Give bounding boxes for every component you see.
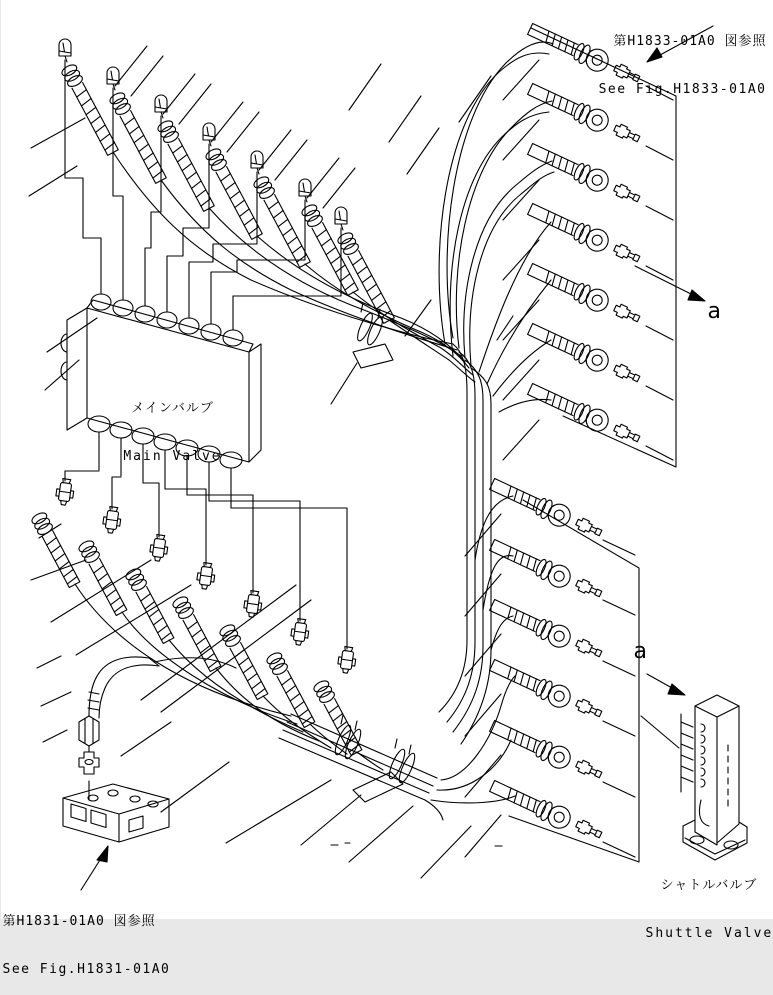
section-arrow-top xyxy=(635,266,705,301)
section-marker-a-bottom: a xyxy=(633,639,647,664)
ref-fig-bottom-left xyxy=(3,881,171,995)
ref-fig-top-right xyxy=(599,1,767,115)
top-left-hose-group xyxy=(59,39,396,324)
lower-left-fitting-group xyxy=(30,471,383,770)
section-marker-a-top: a xyxy=(707,299,721,324)
ref-fig-bottom-left-jp: 第H1831-01A0 図参照 xyxy=(2,913,156,929)
main-valve-label xyxy=(93,368,253,482)
shuttle-valve-label-en: Shuttle Valve xyxy=(645,926,773,942)
ref-fig-bottom-left-en: See Fig.H1831-01A0 xyxy=(2,962,171,978)
bottom-right-hose-group xyxy=(349,474,635,878)
diagram-canvas xyxy=(1,0,773,978)
ref-fig-top-right-jp: 第H1833-01A0 図参照 xyxy=(613,33,767,49)
shuttle-valve-drawing xyxy=(641,695,747,860)
main-valve-label-en: Main Valve xyxy=(123,449,222,465)
manifold-block-group xyxy=(63,657,236,842)
boundary-planes xyxy=(509,28,676,862)
shuttle-valve-label xyxy=(646,845,773,959)
section-arrow-bottom xyxy=(647,674,685,695)
main-valve-label-jp: メインバルブ xyxy=(131,400,214,416)
ref-fig-top-right-en: See Fig.H1833-01A0 xyxy=(598,82,767,98)
shuttle-valve-label-jp: シャトルバルブ xyxy=(660,877,758,893)
